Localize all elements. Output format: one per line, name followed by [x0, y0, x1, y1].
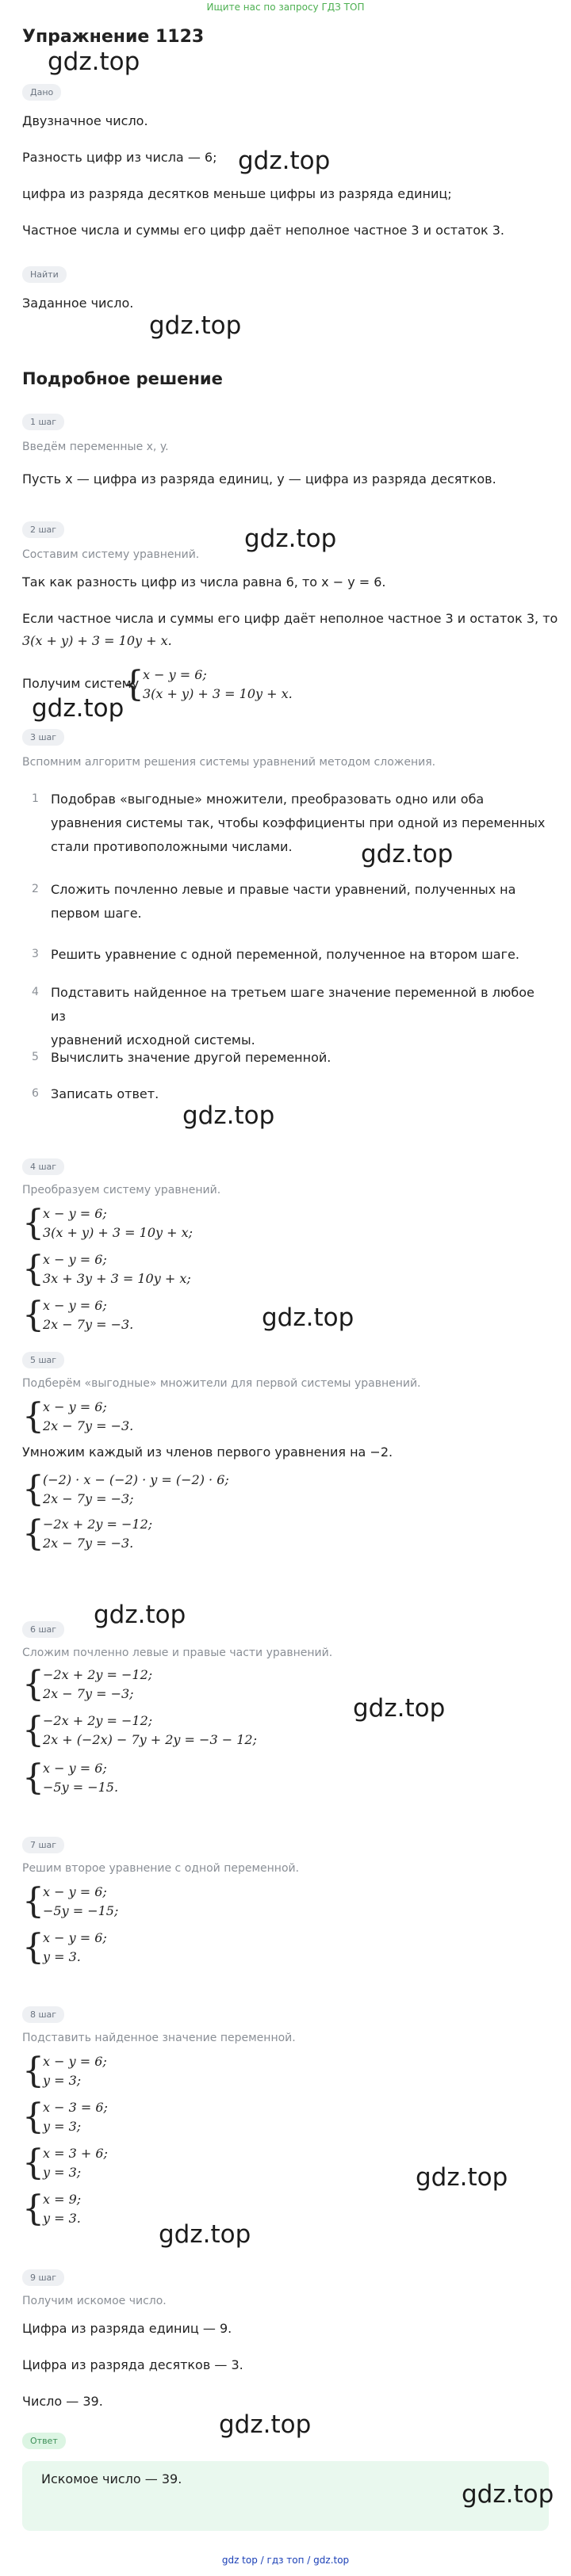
watermark: gdz.top — [361, 840, 454, 868]
list-item: Вычислить значение другой переменной. — [51, 1050, 331, 1065]
given-badge: Дано — [22, 84, 61, 101]
given-line: Разность цифр из числа — 6; — [22, 150, 217, 165]
list-item: Подставить найденное на третьем шаге значение переменной в любое из уравнений исходной системы. — [51, 985, 535, 1048]
watermark: gdz.top — [238, 147, 331, 175]
step-text: Цифра из разряда десятков — 3. — [22, 2357, 243, 2372]
step-formula: 3(x + y) + 3 = 10y + x. — [22, 633, 172, 648]
watermark: gdz.top — [159, 2220, 251, 2249]
step-text: Получим систему — [22, 676, 140, 691]
watermark: gdz.top — [416, 2163, 508, 2192]
watermark: gdz.top — [149, 311, 242, 340]
watermark: gdz.top — [32, 694, 125, 723]
step-badge: 1 шаг — [22, 414, 64, 430]
step-badge: 7 шаг — [22, 1837, 64, 1853]
list-number: 2 — [32, 883, 39, 895]
given-line: Частное числа и суммы его цифр даёт неполное частное 3 и остаток 3. — [22, 223, 504, 238]
answer-badge: Ответ — [22, 2433, 66, 2449]
list-number: 1 — [32, 792, 39, 805]
step-hint: Подберём «выгодные» множители для первой системы уравнений. — [22, 1377, 421, 1390]
step-hint: Преобразуем систему уравнений. — [22, 1184, 221, 1196]
find-badge: Найти — [22, 266, 67, 283]
step-hint: Сложим почленно левые и правые части уравнений. — [22, 1647, 333, 1659]
step-hint: Подставить найденное значение переменной. — [22, 2032, 296, 2044]
given-line: Двузначное число. — [22, 113, 148, 128]
list-item: Подобрав «выгодные» множители, преобразовать одно или оба уравнения системы так, чтобы коэффициенты при одной из переменных стали противоположными числами. — [51, 792, 546, 854]
step-text: Если частное числа и суммы его цифр даёт неполное частное 3 и остаток 3, то — [22, 611, 558, 626]
step-hint: Получим искомое число. — [22, 2295, 167, 2307]
step-text: Число — 39. — [22, 2394, 103, 2409]
answer-text: Искомое число — 39. — [41, 2471, 182, 2486]
given-line: цифра из разряда десятков меньше цифры из разряда единиц; — [22, 186, 452, 201]
list-number: 5 — [32, 1051, 39, 1063]
search-hint-link[interactable]: Ищите нас по запросу ГДЗ ТОП — [206, 2, 365, 13]
list-item: Решить уравнение с одной переменной, полученное на втором шаге. — [51, 947, 519, 962]
watermark: gdz.top — [48, 48, 140, 76]
list-item: Записать ответ. — [51, 1086, 159, 1101]
watermark: gdz.top — [244, 525, 337, 553]
watermark: gdz.top — [182, 1101, 275, 1130]
list-number: 3 — [32, 948, 39, 960]
step-badge: 8 шаг — [22, 2006, 64, 2023]
step-badge: 4 шаг — [22, 1158, 64, 1175]
step-badge: 9 шаг — [22, 2269, 64, 2286]
watermark: gdz.top — [219, 2410, 312, 2439]
list-number: 4 — [32, 986, 39, 998]
watermark: gdz.top — [262, 1303, 354, 1332]
step-text: Пусть x — цифра из разряда единиц, y — цифра из разряда десятков. — [22, 471, 496, 487]
step-hint: Решим второе уравнение с одной переменной. — [22, 1862, 300, 1875]
step-badge: 2 шаг — [22, 521, 64, 538]
solution-title: Подробное решение — [22, 369, 223, 388]
watermark: gdz.top — [353, 1694, 446, 1723]
list-number: 6 — [32, 1087, 39, 1100]
step-hint: Составим систему уравнений. — [22, 548, 200, 561]
footer-links[interactable]: gdz top / гдз топ / gdz.top — [221, 2555, 350, 2566]
watermark: gdz.top — [94, 1601, 186, 1629]
step-text: Так как разность цифр из числа равна 6, то x − y = 6. — [22, 574, 386, 590]
step-badge: 6 шаг — [22, 1621, 64, 1638]
step-hint: Введём переменные x, y. — [22, 441, 169, 453]
find-line: Заданное число. — [22, 296, 134, 311]
step-badge: 3 шаг — [22, 729, 64, 746]
page-title: Упражнение 1123 — [22, 27, 205, 47]
watermark: gdz.top — [462, 2480, 554, 2509]
list-item: Сложить почленно левые и правые части уравнений, полученных на первом шаге. — [51, 882, 516, 921]
step-badge: 5 шаг — [22, 1352, 64, 1368]
step-text: Умножим каждый из членов первого уравнения на −2. — [22, 1444, 393, 1460]
step-text: Цифра из разряда единиц — 9. — [22, 2321, 232, 2336]
step-hint: Вспомним алгоритм решения системы уравнений методом сложения. — [22, 756, 436, 769]
